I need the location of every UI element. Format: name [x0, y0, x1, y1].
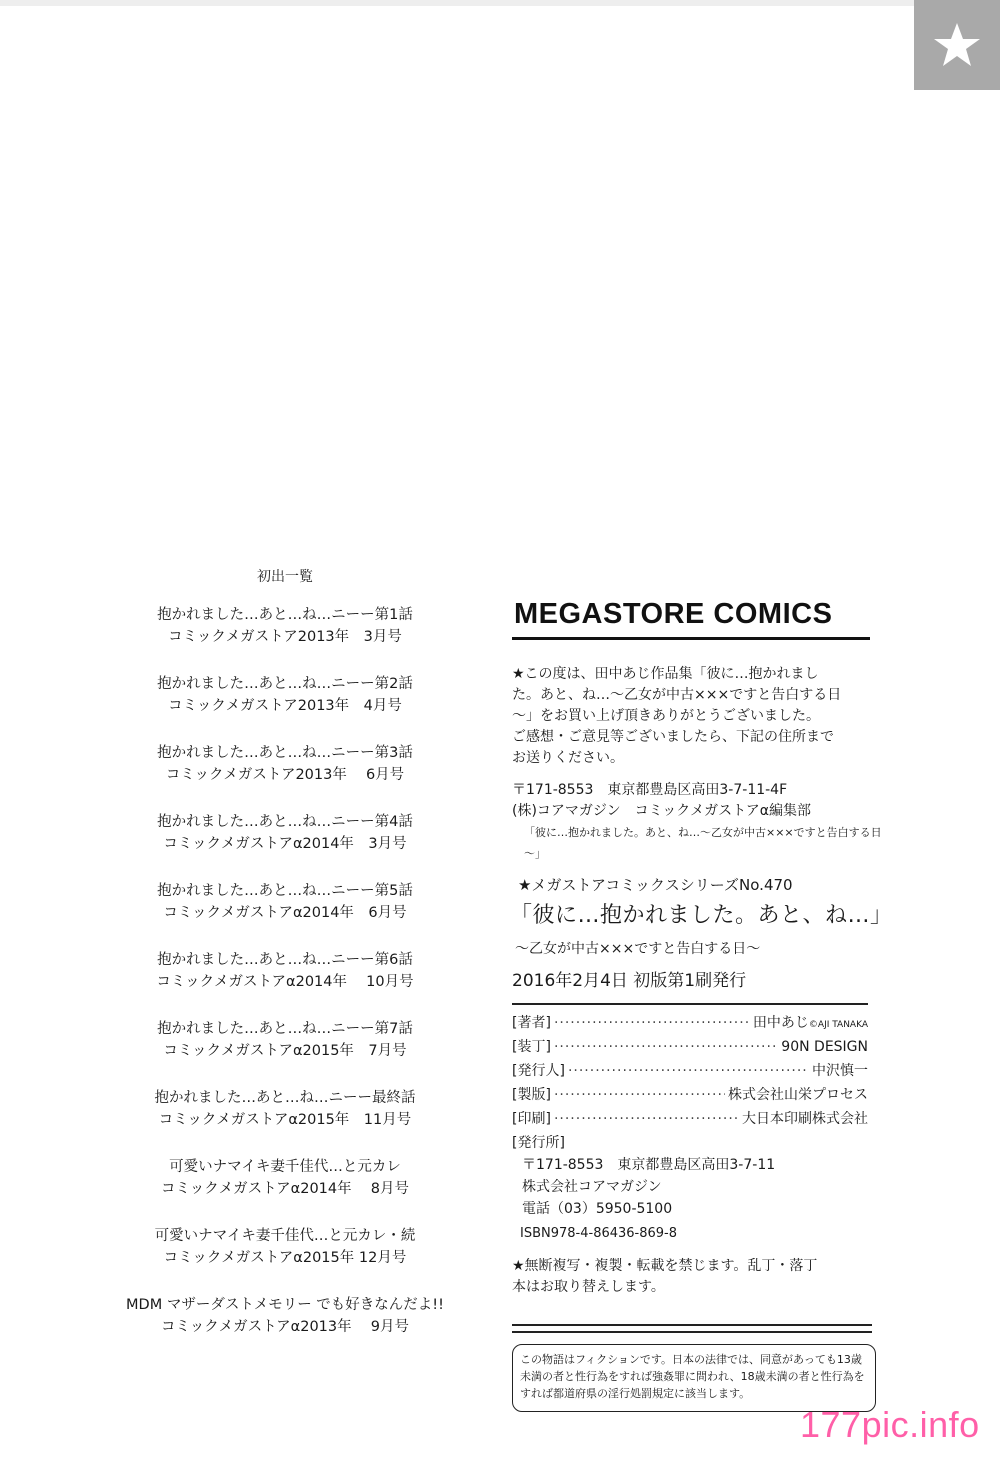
credit-row	[512, 1060, 868, 1084]
credit-role: [製版]	[512, 1087, 551, 1103]
magazine-issue: コミックメガストアα2013年 9月号	[161, 1319, 409, 1335]
credit-value: 株式会社山栄プロセス	[728, 1087, 868, 1103]
first-appearance-heading: 初出一覧	[257, 569, 313, 585]
thanks-line: ～」をお買い上げ頂きありがとうございました。	[512, 708, 820, 724]
leader-dots	[554, 1111, 739, 1127]
list-item	[100, 742, 470, 811]
thanks-line: ご感想・ご意見等ございましたら、下記の住所まで	[512, 729, 834, 745]
publisher-label: [発行所]	[512, 1135, 565, 1151]
story-title: 抱かれました…あと…ね…ニーー第5話	[157, 883, 413, 899]
warning-line: 本はお取り替えします。	[512, 1279, 665, 1295]
fiction-notice: この物語はフィクションです。日本の法律では、同意があっても13歳未満の者と性行為をすれば強姦罪に問われ、18歳未満の者と性行為をすれば都道府県の淫行処罰規定に該当します。	[512, 1344, 876, 1412]
publisher-name: 株式会社コアマガジン	[522, 1179, 662, 1195]
credit-role: [装丁]	[512, 1039, 551, 1055]
story-title: 抱かれました…あと…ね…ニーー最終話	[154, 1090, 416, 1106]
publisher-logo: MEGASTORE COMICS	[514, 598, 833, 630]
story-title: 抱かれました…あと…ね…ニーー第4話	[157, 814, 413, 830]
corner-tab	[914, 0, 1000, 90]
credit-role: [発行人]	[512, 1063, 565, 1079]
leader-dots	[554, 1015, 750, 1031]
list-item	[100, 949, 470, 1018]
list-item	[100, 1156, 470, 1225]
mail-dept: (株)コアマガジン コミックメガストアα編集部	[512, 803, 811, 819]
book-title: 「彼に…抱かれました。あと、ね…」	[510, 903, 893, 928]
publisher-block	[512, 1132, 868, 1220]
credit-row	[512, 1036, 868, 1060]
list-item	[100, 811, 470, 880]
site-watermark: 177pic.info	[800, 1404, 980, 1445]
leader-dots	[568, 1063, 809, 1079]
story-title: 可愛いナマイキ妻千佳代…と元カレ	[169, 1159, 401, 1175]
thanks-line: た。あと、ね…～乙女が中古×××ですと告白する日	[512, 687, 842, 703]
thanks-line: ★この度は、田中あじ作品集「彼に…抱かれまし	[512, 666, 819, 682]
magazine-issue: コミックメガストア2013年 6月号	[165, 767, 405, 783]
top-edge-band	[0, 0, 914, 6]
publication-date: 2016年2月4日 初版第1刷発行	[512, 971, 747, 991]
list-item	[100, 1225, 470, 1294]
copyright-warning	[512, 1256, 872, 1298]
date-divider	[512, 1003, 868, 1005]
publisher-address: 〒171-8553 東京都豊島区高田3-7-11	[522, 1157, 776, 1173]
magazine-issue: コミックメガストア2013年 4月号	[168, 698, 402, 714]
credit-value: 90N DESIGN	[781, 1039, 868, 1055]
credit-value: 田中あじ©AJI TANAKA	[752, 1015, 868, 1031]
list-item	[100, 1294, 470, 1363]
star-icon	[932, 20, 982, 70]
mail-address: 〒171-8553 東京都豊島区高田3-7-11-4F	[512, 782, 788, 798]
story-title: 抱かれました…あと…ね…ニーー第3話	[157, 745, 413, 761]
warning-divider	[512, 1331, 872, 1333]
magazine-issue: コミックメガストア2013年 3月号	[168, 629, 402, 645]
magazine-issue: コミックメガストアα2014年 6月号	[163, 905, 407, 921]
list-item	[100, 1018, 470, 1087]
mail-book: 「彼に…抱かれました。あと、ね…～乙女が中古×××ですと告白する日～」	[524, 826, 882, 860]
credit-value: 大日本印刷株式会社	[742, 1111, 868, 1127]
isbn: ISBN978-4-86436-869-8	[520, 1226, 678, 1241]
series-number: ★メガストアコミックスシリーズNo.470	[518, 876, 793, 894]
mail-to-block	[512, 780, 882, 864]
book-subtitle: ～乙女が中古×××ですと告白する日～	[515, 941, 761, 957]
credit-row	[512, 1012, 868, 1036]
logo-divider	[512, 637, 870, 640]
story-title: 抱かれました…あと…ね…ニーー第2話	[157, 676, 413, 692]
magazine-issue: コミックメガストアα2015年 12月号	[163, 1250, 407, 1266]
magazine-issue: コミックメガストアα2014年 3月号	[163, 836, 407, 852]
leader-dots	[554, 1087, 725, 1103]
warning-line: ★無断複写・複製・転載を禁じます。乱丁・落丁	[512, 1258, 818, 1274]
first-appearance-list	[100, 604, 470, 1363]
list-item	[100, 880, 470, 949]
magazine-issue: コミックメガストアα2014年 8月号	[161, 1181, 409, 1197]
magazine-issue: コミックメガストアα2015年 7月号	[163, 1043, 407, 1059]
warning-divider	[512, 1324, 872, 1326]
list-item	[100, 1087, 470, 1156]
magazine-issue: コミックメガストアα2015年 11月号	[158, 1112, 412, 1128]
thanks-line: お送りください。	[512, 750, 624, 766]
story-title: MDM マザーダストメモリー でも好きなんだよ!!	[126, 1297, 444, 1313]
credit-row	[512, 1108, 868, 1132]
story-title: 可愛いナマイキ妻千佳代…と元カレ・続	[154, 1228, 416, 1244]
credit-row	[512, 1084, 868, 1108]
magazine-issue: コミックメガストアα2014年 10月号	[156, 974, 414, 990]
list-item	[100, 604, 470, 673]
story-title: 抱かれました…あと…ね…ニーー第6話	[157, 952, 413, 968]
credit-role: [印刷]	[512, 1111, 551, 1127]
leader-dots	[554, 1039, 778, 1055]
credits-list	[512, 1012, 868, 1132]
credit-role: [著者]	[512, 1015, 551, 1031]
publisher-phone: 電話（03）5950-5100	[522, 1201, 673, 1217]
credit-value: 中沢慎一	[812, 1063, 868, 1079]
list-item	[100, 673, 470, 742]
thanks-message	[512, 664, 882, 769]
story-title: 抱かれました…あと…ね…ニーー第1話	[157, 607, 413, 623]
story-title: 抱かれました…あと…ね…ニーー第7話	[157, 1021, 413, 1037]
copyright-mark: ©AJI TANAKA	[808, 1020, 868, 1030]
